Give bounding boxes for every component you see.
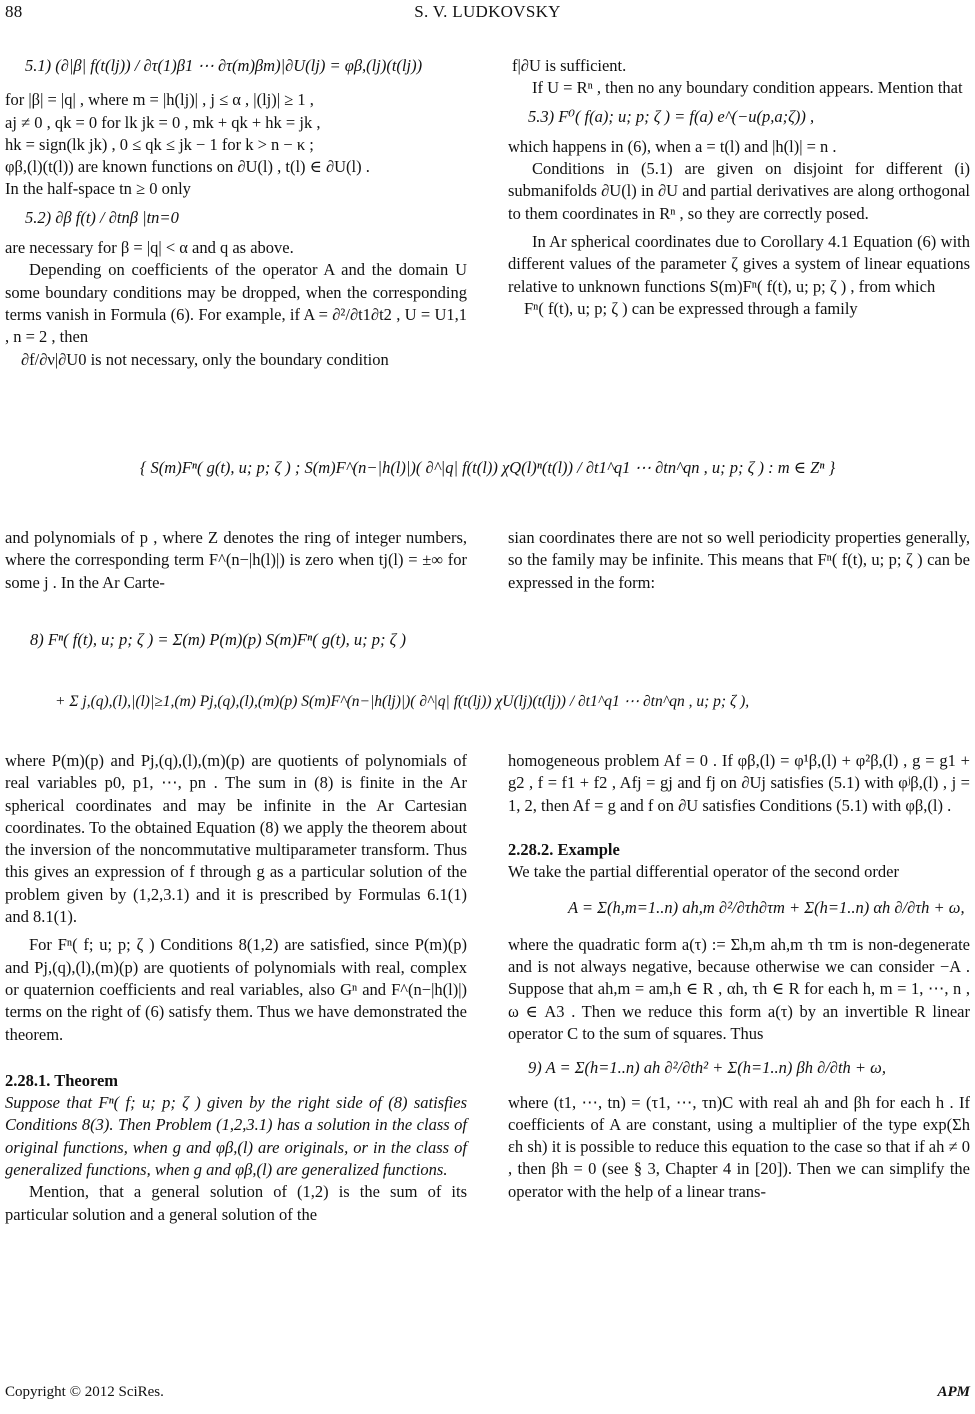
page-header — [0, 0, 975, 30]
page-number: 88 — [5, 2, 23, 21]
paragraph-continued: Fⁿ( f(t), u; p; ζ ) can be expressed through a family — [524, 298, 858, 318]
equation-5-2: 5.2) ∂β f(t) / ∂tnβ |tn=0 — [25, 207, 179, 227]
left-column-top — [5, 55, 467, 371]
right-column-bottom — [508, 750, 970, 1203]
paragraph: homogeneous problem Af = 0 . If φβ,(l) = φ¹β,(l) + φ²β,(l) , g = g1 + g2 , f = f1 + f2 , Afj = gj and fj on ∂Uj satisfies (5.1) with φʲβ,(l) , j = 1, 2, then Af = g and f on ∂U satisfies Conditions (5.1) with φβ,(l) . — [508, 751, 970, 815]
paragraph: Mention, that a general solution of (1,2) is the sum of its particular solution and a general solution of the — [5, 1182, 467, 1224]
equation-5-1: 5.1) (∂|β| f(t(lj)) / ∂τ(1)β1 ⋯ ∂τ(m)βm)|∂U(lj) = φβ,(lj)(t(lj)) — [25, 56, 423, 75]
condition-line: aj ≠ 0 , qk = 0 for lk jk = 0 , mk + qk + hk = jk , — [5, 112, 321, 132]
paragraph: Conditions in (5.1) are given on disjoint for different (i) submanifolds ∂U(l) in ∂U and partial derivatives are along orthogonal to them coordinates in Rⁿ , so they are correctly posed. — [508, 159, 970, 223]
paragraph: If U = Rⁿ , then no any boundary condition appears. Mention that — [532, 78, 963, 98]
paragraph: where (t1, ⋯, tn) = (τ1, ⋯, τn)C with real ah and βh for each h . If coefficients of A are constant, using a multiplier of the type exp(Σh εh sh) it is possible to reduce this equation to the case so that if ah ≠ 0 , then βh = 0 (see § 3, Chapter 4 in [20]). Then we can simplify the operator with the help of a linear trans- — [508, 1092, 970, 1201]
condition-line: φβ,(l)(t(l)) are known functions on ∂U(l) , t(l) ∈ ∂U(l) . — [5, 157, 370, 177]
paragraph: sian coordinates there are not so well periodicity properties generally, so the family may be infinite. This means that Fⁿ( f(t), u; p; ζ ) can be expressed in the form: — [508, 528, 970, 592]
paragraph: which happens in (6), when a = t(l) and |h(l)| = n . — [508, 136, 837, 156]
family-equation: { S(m)Fⁿ( g(t), u; p; ζ ) ; S(m)F^(n−|h(l)|)( ∂^|q| f(t(l)) χQ(l)ⁿ(t(l)) / ∂t1^q1 ⋯ ∂tn^qn , u; p; ζ ) : m ∈ Zⁿ } — [139, 458, 836, 477]
condition-line: are necessary for β = |q| < α and q as above. — [5, 238, 294, 258]
journal-abbreviation: APM — [937, 1384, 970, 1400]
right-column-top — [508, 55, 970, 320]
running-title: S. V. LUDKOVSKY — [414, 2, 561, 21]
paragraph: For Fⁿ( f; u; p; ζ ) Conditions 8(1,2) are satisfied, since P(m)(p) and Pj,(q),(l),(m)(p) are quotients of polynomials with real, complex or quaternion coefficients and real variables, also Gⁿ and F^(n−|h(l)|) terms on the right of (6) satisfy them. Thus we have demonstrated the theorem. — [5, 935, 467, 1044]
condition-line: hk = sign(lk jk) , 0 ≤ qk ≤ jk − 1 for k > n − κ ; — [5, 134, 314, 154]
paragraph: f|∂U is sufficient. — [512, 56, 627, 75]
section-heading-theorem: 2.28.1. Theorem — [5, 1070, 119, 1090]
page-footer — [5, 1384, 970, 1401]
paragraph: and polynomials of p , where Z denotes the ring of integer numbers, where the corresponding term F^(n−|h(l)|) is zero when tj(l) = ±∞ for some j . In the Ar Carte- — [5, 528, 467, 592]
condition-line: for |β| = |q| , where m = |h(lj)| , j ≤ α , |(lj)| ≥ 1 , — [5, 90, 314, 110]
paragraph: where the quadratic form a(τ) := Σh,m ah,m τh τm is non-degenerate and is not always negative, because otherwise we can consider −A . Suppose that ah,m = am,h ∈ R , αh, τh ∈ R for each h, m = 1, ⋯, n , ω ∈ A3 . Then we reduce this form a(τ) by an invertible R linear operator C to the sum of squares. Thus — [508, 934, 970, 1043]
left-column-bottom — [5, 750, 467, 1226]
equation-operator-A: A = Σ(h,m=1..n) ah,m ∂²/∂τh∂τm + Σ(h=1..n) αh ∂/∂τh + ω, — [568, 898, 965, 918]
paragraph: where P(m)(p) and Pj,(q),(l),(m)(p) are quotients of polynomials of real variables p0, p1, ⋯, pn . The sum in (8) is finite in the Ar spherical coordinates and may be infinite in the Ar Cartesian coordinates. To the obtained Equation (8) we apply the theorem about the inversion of the noncommutative multiparameter transform. Thus this gives an expression of f through g as a particular solution of the problem given by (1,2,3.1) and it is prescribed by Formulas 6.1(1) and 8.1(1). — [5, 751, 467, 927]
middle-left-text — [5, 527, 467, 594]
copyright-notice: Copyright © 2012 SciRes. — [5, 1384, 164, 1400]
theorem-text: Suppose that Fⁿ( f; u; p; ζ ) given by the right side of (8) satisfies Conditions 8(3). Then Problem (1,2,3.1) has a solution in the class of original functions, when g and φβ,(l) are originals, or in the class of generalized functions, when g and φβ,(l) are generalized functions. — [5, 1093, 467, 1180]
middle-right-text — [508, 527, 970, 594]
equation-5-3: 5.3) F⁰( f(a); u; p; ζ ) = f(a) e^(−u(p,a;ζ)) , — [528, 106, 815, 126]
paragraph: Depending on coefficients of the operator A and the domain U some boundary conditions may be dropped, when the corresponding terms vanish in Formula (6). For example, if A = ∂²/∂t1∂t2 , U = U1,1 , n = 2 , then — [5, 260, 467, 347]
equation-9: 9) A = Σ(h=1..n) ah ∂²/∂th² + Σ(h=1..n) βh ∂/∂th + ω, — [528, 1058, 886, 1078]
equation-8-line-1: 8) Fⁿ( f(t), u; p; ζ ) = Σ(m) P(m)(p) S(m)Fⁿ( g(t), u; p; ζ ) — [30, 630, 406, 649]
equation-8-line-2: + Σ j,(q),(l),|(l)|≥1,(m) Pj,(q),(l),(m)(p) S(m)F^(n−|h(lj)|)( ∂^|q| f(t(lj)) χU(lj)(t(lj)) / ∂t1^q1 ⋯ ∂tn^qn , u; p; ζ ), — [55, 693, 750, 710]
paragraph: We take the partial differential operator of the second order — [508, 862, 899, 882]
paragraph-continued: ∂f/∂ν|∂U0 is not necessary, only the boundary condition — [21, 349, 389, 369]
section-heading-example: 2.28.2. Example — [508, 839, 620, 859]
condition-line: In the half-space tn ≥ 0 only — [5, 179, 191, 199]
paragraph: In Ar spherical coordinates due to Corollary 4.1 Equation (6) with different values of the parameter ζ gives a system of linear equations relative to unknown functions S(m)Fⁿ( f(t), u; p; ζ ) , from which — [508, 232, 970, 296]
